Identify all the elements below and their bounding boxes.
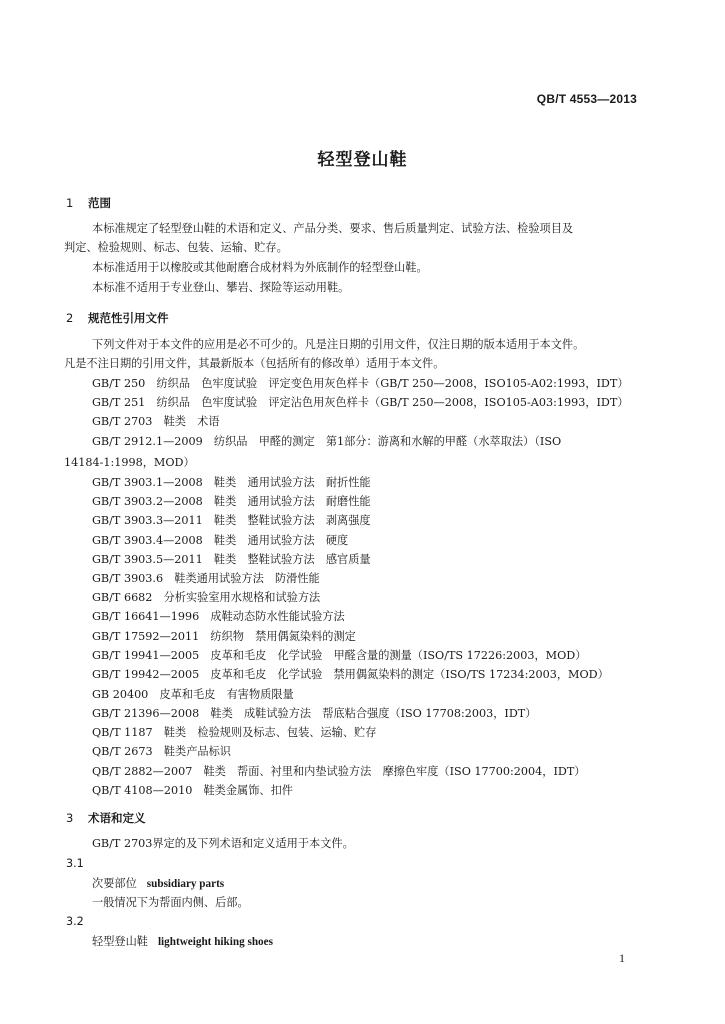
reference-item: GB/T 2912.1—2009 纺织品 甲醛的测定 第1部分：游离和水解的甲醛（水萃取法）（ISO [92,435,562,448]
paragraph-line: 本标准规定了轻型登山鞋的术语和定义、产品分类、要求、售后质量判定、试验方法、检验项目及 [92,222,574,235]
paragraph-line: 本标准不适用于专业登山、攀岩、探险等运动用鞋。 [92,281,350,294]
reference-item: GB/T 3903.3—2011 鞋类 整鞋试验方法 剥离强度 [92,514,371,527]
section-number: 2 [66,311,74,325]
reference-item: GB/T 3903.6 鞋类通用试验方法 防滑性能 [92,572,320,585]
reference-item: QB/T 4108—2010 鞋类金属饰、扣件 [92,784,293,797]
term-entry [92,935,273,949]
term-en: subsidiary parts [146,878,225,890]
reference-item: GB/T 3903.1—2008 鞋类 通用试验方法 耐折性能 [92,476,371,489]
reference-item: QB/T 2673 鞋类产品标识 [92,745,231,758]
document-title: 轻型登山鞋 [317,150,408,170]
paragraph-line: 本标准适用于以橡胶或其他耐磨合成材料为外底制作的轻型登山鞋。 [92,261,428,274]
page-number: 1 [619,951,625,965]
term-zh: 次要部位 [92,877,137,890]
section-title: 术语和定义 [88,811,146,825]
reference-item-continuation: 14184-1:1998，MOD） [64,456,195,469]
section-number: 1 [66,196,74,210]
reference-item: GB/T 3903.2—2008 鞋类 通用试验方法 耐磨性能 [92,495,371,508]
term-zh: 轻型登山鞋 [92,935,148,948]
reference-item: GB/T 21396—2008 鞋类 成鞋试验方法 帮底粘合强度（ISO 17708:2003，IDT） [92,707,537,720]
section-title: 规范性引用文件 [88,311,169,325]
reference-item: QB/T 1187 鞋类 检验规则及标志、包装、运输、贮存 [92,726,377,739]
paragraph-line: GB/T 2703界定的及下列术语和定义适用于本文件。 [92,837,354,850]
term-en: lightweight hiking shoes [157,936,273,948]
paragraph-line: 判定、检验规则、标志、包装、运输、贮存。 [64,241,288,254]
paragraph-line: 凡是不注日期的引用文件，其最新版本（包括所有的修改单）适用于本文件。 [64,357,445,370]
section-3-heading [66,811,146,825]
reference-item: GB/T 251 纺织品 色牢度试验 评定沾色用灰色样卡（GB/T 250—2008，ISO105-A03:1993，IDT） [92,396,629,409]
document-code: QB/T 4553—2013 [536,92,637,106]
reference-item: GB/T 3903.5—2011 鞋类 整鞋试验方法 感官质量 [92,553,371,566]
section-number: 3 [66,811,74,825]
section-2-heading [66,311,169,325]
reference-item: GB/T 6682 分析实验室用水规格和试验方法 [92,591,321,604]
paragraph-line: 下列文件对于本文件的应用是必不可少的。凡是注日期的引用文件，仅注日期的版本适用于本文件。 [92,338,585,351]
term-number: 3.1 [66,857,84,870]
reference-item: GB/T 16641—1996 成鞋动态防水性能试验方法 [92,610,345,623]
reference-item: GB/T 19941—2005 皮革和毛皮 化学试验 甲醛含量的测量（ISO/TS 17226:2003，MOD） [92,649,587,662]
reference-item: GB/T 250 纺织品 色牢度试验 评定变色用灰色样卡（GB/T 250—2008，ISO105-A02:1993，IDT） [92,377,629,390]
reference-item: GB/T 3903.4—2008 鞋类 通用试验方法 硬度 [92,534,349,547]
section-title: 范围 [88,196,111,210]
section-1-heading [66,196,111,210]
reference-item: GB/T 19942—2005 皮革和毛皮 化学试验 禁用偶氮染料的测定（ISO/TS 17234:2003，MOD） [92,668,609,681]
reference-item: GB 20400 皮革和毛皮 有害物质限量 [92,688,294,701]
reference-item: QB/T 2882—2007 鞋类 帮面、衬里和内垫试验方法 摩擦色牢度（ISO 17700:2004，IDT） [92,765,586,778]
reference-item: GB/T 17592—2011 纺织物 禁用偶氮染料的测定 [92,630,356,643]
term-entry [92,877,224,891]
term-definition: 一般情况下为帮面内侧、后部。 [92,896,249,909]
term-number: 3.2 [66,915,84,928]
reference-item: GB/T 2703 鞋类 术语 [92,415,220,428]
